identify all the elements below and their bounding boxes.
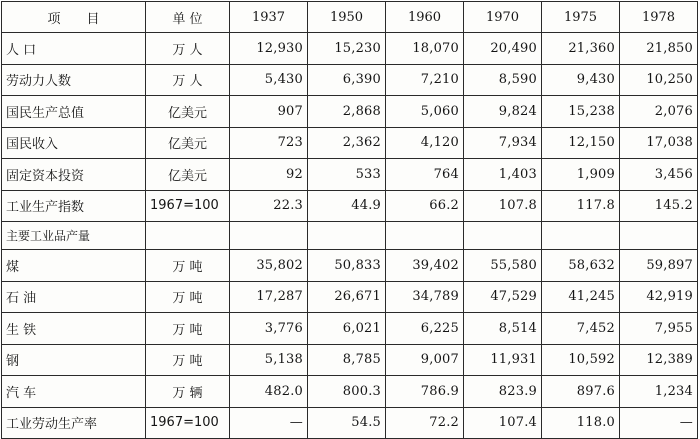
value-cell bbox=[308, 222, 386, 250]
table-row bbox=[2, 376, 698, 408]
value-cell: 3,456 bbox=[620, 159, 698, 191]
value-cell: 7,955 bbox=[620, 313, 698, 345]
item-name: 工业生产指数 bbox=[2, 190, 146, 222]
item-name: 国民生产总值 bbox=[2, 96, 146, 128]
table-body bbox=[2, 33, 698, 439]
value-cell: 42,919 bbox=[620, 281, 698, 313]
value-cell: 22.3 bbox=[230, 190, 308, 222]
value-cell: 15,238 bbox=[542, 96, 620, 128]
value-cell: 10,250 bbox=[620, 64, 698, 96]
value-cell: 21,360 bbox=[542, 33, 620, 65]
value-cell: 107.8 bbox=[464, 190, 542, 222]
value-cell: 26,671 bbox=[308, 281, 386, 313]
value-cell: 107.4 bbox=[464, 407, 542, 439]
value-cell: 6,225 bbox=[386, 313, 464, 345]
value-cell: 17,287 bbox=[230, 281, 308, 313]
unit-cell: 亿美元 bbox=[146, 127, 230, 159]
value-cell bbox=[542, 222, 620, 250]
unit-cell: 1967=100 bbox=[146, 407, 230, 439]
value-cell: 92 bbox=[230, 159, 308, 191]
header-year: 1960 bbox=[386, 2, 464, 33]
item-name: 生 铁 bbox=[2, 313, 146, 345]
table-row bbox=[2, 190, 698, 222]
value-cell: 1,234 bbox=[620, 376, 698, 408]
value-cell: 7,452 bbox=[542, 313, 620, 345]
table-row bbox=[2, 127, 698, 159]
value-cell: 7,210 bbox=[386, 64, 464, 96]
unit-cell: 亿美元 bbox=[146, 159, 230, 191]
header-year: 1970 bbox=[464, 2, 542, 33]
value-cell bbox=[386, 222, 464, 250]
value-cell bbox=[230, 222, 308, 250]
value-cell: 145.2 bbox=[620, 190, 698, 222]
table-row bbox=[2, 250, 698, 282]
value-cell: 5,430 bbox=[230, 64, 308, 96]
value-cell: 4,120 bbox=[386, 127, 464, 159]
value-cell: 50,833 bbox=[308, 250, 386, 282]
value-cell: 897.6 bbox=[542, 376, 620, 408]
value-cell: 44.9 bbox=[308, 190, 386, 222]
value-cell: 3,776 bbox=[230, 313, 308, 345]
unit-cell: 万 人 bbox=[146, 33, 230, 65]
value-cell: 47,529 bbox=[464, 281, 542, 313]
value-cell: 34,789 bbox=[386, 281, 464, 313]
statistics-table bbox=[1, 1, 698, 439]
item-name: 钢 bbox=[2, 344, 146, 376]
section-row bbox=[2, 222, 698, 250]
item-name: 劳动力人数 bbox=[2, 64, 146, 96]
value-cell: 2,076 bbox=[620, 96, 698, 128]
value-cell: 55,580 bbox=[464, 250, 542, 282]
value-cell: 9,430 bbox=[542, 64, 620, 96]
value-cell bbox=[464, 222, 542, 250]
value-cell: 10,592 bbox=[542, 344, 620, 376]
value-cell: 12,389 bbox=[620, 344, 698, 376]
table-row bbox=[2, 64, 698, 96]
value-cell: 11,931 bbox=[464, 344, 542, 376]
item-name: 煤 bbox=[2, 250, 146, 282]
header-item: 项 目 bbox=[2, 2, 146, 33]
unit-cell bbox=[146, 222, 230, 250]
item-name: 国民收入 bbox=[2, 127, 146, 159]
value-cell: 35,802 bbox=[230, 250, 308, 282]
value-cell: 18,070 bbox=[386, 33, 464, 65]
value-cell: 2,868 bbox=[308, 96, 386, 128]
value-cell: 6,021 bbox=[308, 313, 386, 345]
value-cell: 39,402 bbox=[386, 250, 464, 282]
unit-cell: 万 吨 bbox=[146, 281, 230, 313]
value-cell: 723 bbox=[230, 127, 308, 159]
value-cell: 5,138 bbox=[230, 344, 308, 376]
value-cell: — bbox=[230, 407, 308, 439]
table-row bbox=[2, 344, 698, 376]
value-cell: 118.0 bbox=[542, 407, 620, 439]
value-cell: 12,150 bbox=[542, 127, 620, 159]
table-row bbox=[2, 281, 698, 313]
unit-cell: 万 辆 bbox=[146, 376, 230, 408]
value-cell: 764 bbox=[386, 159, 464, 191]
value-cell: 117.8 bbox=[542, 190, 620, 222]
table-row bbox=[2, 407, 698, 439]
table-row bbox=[2, 159, 698, 191]
header-year: 1950 bbox=[308, 2, 386, 33]
value-cell: 59,897 bbox=[620, 250, 698, 282]
table-row bbox=[2, 33, 698, 65]
unit-cell: 万 吨 bbox=[146, 313, 230, 345]
value-cell: 54.5 bbox=[308, 407, 386, 439]
section-title: 主要工业品产量 bbox=[2, 222, 146, 250]
value-cell: 21,850 bbox=[620, 33, 698, 65]
value-cell: — bbox=[620, 407, 698, 439]
value-cell: 8,514 bbox=[464, 313, 542, 345]
header-year: 1978 bbox=[620, 2, 698, 33]
value-cell: 786.9 bbox=[386, 376, 464, 408]
value-cell: 1,403 bbox=[464, 159, 542, 191]
item-name: 固定资本投资 bbox=[2, 159, 146, 191]
item-name: 人 口 bbox=[2, 33, 146, 65]
value-cell bbox=[620, 222, 698, 250]
unit-cell: 万 吨 bbox=[146, 344, 230, 376]
value-cell: 17,038 bbox=[620, 127, 698, 159]
value-cell: 20,490 bbox=[464, 33, 542, 65]
item-name: 汽 车 bbox=[2, 376, 146, 408]
value-cell: 15,230 bbox=[308, 33, 386, 65]
value-cell: 9,824 bbox=[464, 96, 542, 128]
header-unit: 单 位 bbox=[146, 2, 230, 33]
value-cell: 12,930 bbox=[230, 33, 308, 65]
value-cell: 8,785 bbox=[308, 344, 386, 376]
unit-cell: 万 人 bbox=[146, 64, 230, 96]
table-row bbox=[2, 313, 698, 345]
value-cell: 907 bbox=[230, 96, 308, 128]
item-name: 石 油 bbox=[2, 281, 146, 313]
table-row bbox=[2, 96, 698, 128]
value-cell: 2,362 bbox=[308, 127, 386, 159]
value-cell: 58,632 bbox=[542, 250, 620, 282]
unit-cell: 1967=100 bbox=[146, 190, 230, 222]
value-cell: 8,590 bbox=[464, 64, 542, 96]
value-cell: 482.0 bbox=[230, 376, 308, 408]
unit-cell: 万 吨 bbox=[146, 250, 230, 282]
header-year: 1975 bbox=[542, 2, 620, 33]
header-year: 1937 bbox=[230, 2, 308, 33]
value-cell: 800.3 bbox=[308, 376, 386, 408]
value-cell: 1,909 bbox=[542, 159, 620, 191]
value-cell: 9,007 bbox=[386, 344, 464, 376]
unit-cell: 亿美元 bbox=[146, 96, 230, 128]
value-cell: 823.9 bbox=[464, 376, 542, 408]
value-cell: 533 bbox=[308, 159, 386, 191]
item-name: 工业劳动生产率 bbox=[2, 407, 146, 439]
value-cell: 72.2 bbox=[386, 407, 464, 439]
value-cell: 66.2 bbox=[386, 190, 464, 222]
header-row bbox=[2, 2, 698, 33]
value-cell: 41,245 bbox=[542, 281, 620, 313]
value-cell: 7,934 bbox=[464, 127, 542, 159]
value-cell: 6,390 bbox=[308, 64, 386, 96]
value-cell: 5,060 bbox=[386, 96, 464, 128]
